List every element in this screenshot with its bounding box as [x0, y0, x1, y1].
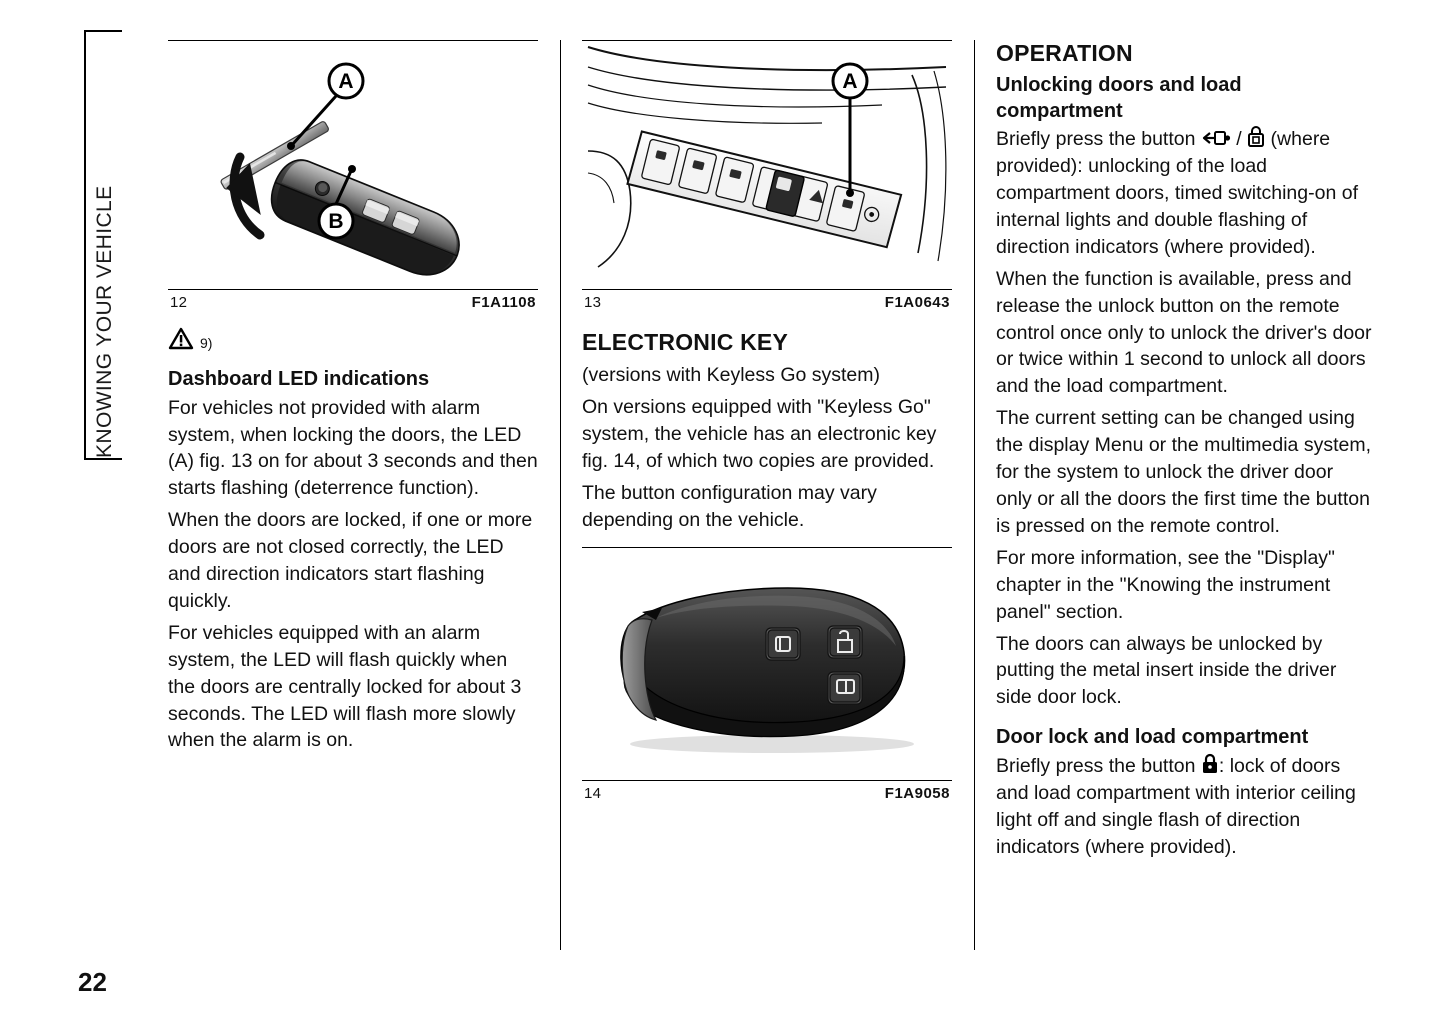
unlocking-heading: Unlocking doors and load compartment	[996, 74, 1242, 122]
door-lock-heading: Door lock and load compartment	[996, 726, 1309, 749]
figure-14-code: F1A9058	[884, 785, 950, 803]
figure-14	[582, 547, 952, 802]
operation-heading: OPERATION	[996, 40, 1133, 66]
figure-13-caption	[582, 289, 952, 311]
column-1	[168, 40, 538, 759]
figure-13	[582, 40, 952, 311]
svg-text:B: B	[328, 210, 344, 233]
figure-12-code: F1A1108	[471, 294, 536, 311]
warning-triangle-icon	[168, 327, 194, 351]
col3-paragraph-5: The doors can always be unlocked by putting the metal insert inside the driver side door lock.	[996, 632, 1337, 709]
col3-p6-lead: Briefly press the button	[996, 754, 1196, 777]
col3-p6-rest: : lock of doors and load compartment with interior ceiling light off and single flash of direction indicators (where provided).	[996, 754, 1356, 858]
figure-14-number: 14	[584, 785, 602, 803]
column-divider-1	[560, 40, 561, 950]
figure-14-art	[582, 548, 952, 780]
flip-key-illustration	[168, 41, 538, 289]
figure-12	[168, 40, 538, 311]
col1-paragraph-2: When the doors are locked, if one or more doors are not closed correctly, the LED and direction indicators start flashing quickly.	[168, 509, 533, 612]
col1-paragraph-1: For vehicles not provided with alarm system, when locking the doors, the LED (A) fig. 13 on for about 3 seconds and then starts flashing (deterrence function).	[168, 396, 538, 500]
col3-paragraph-2: When the function is available, press and release the unlock button on the remote control once only to unlock the driver's door or twice within 1 second to unlock all doors and the load compartment.	[996, 267, 1372, 398]
lock-icon	[1201, 753, 1219, 775]
col3-p1-sep: /	[1236, 128, 1242, 151]
col3-p1-rest: (where provided): unlocking of the load compartment doors, timed switching-on of internal lights and double flashing of direction indicators (where provided).	[996, 128, 1358, 258]
col3-paragraph-3: The current setting can be changed using the display Menu or the multimedia system, for the system to unlock the driver door only or all the doors the first time the button is pressed on the remote control.	[996, 407, 1371, 537]
chapter-tab-label: KNOWING YOUR VEHICLE	[93, 185, 116, 458]
col3-paragraph-1	[996, 126, 1372, 261]
figure-14-caption	[582, 780, 952, 802]
column-3	[996, 40, 1372, 865]
col2-paragraph-1: (versions with Keyless Go system)	[582, 364, 880, 386]
figure-12-caption	[168, 289, 538, 311]
unlock-doors-icon	[1201, 128, 1231, 148]
figure-12-number: 12	[170, 294, 188, 311]
col2-paragraph-3: The button configuration may vary depending on the vehicle.	[582, 481, 877, 531]
electronic-key-illustration	[582, 548, 952, 780]
svg-text:A: A	[842, 70, 858, 93]
chapter-tab	[84, 30, 122, 460]
figure-12-art	[168, 41, 538, 289]
col2-paragraph-2: On versions equipped with "Keyless Go" system, the vehicle has an electronic key fig. 14, of which two copies are provided.	[582, 395, 937, 472]
warning-reference	[168, 327, 538, 353]
dashboard-led-heading: Dashboard LED indications	[168, 368, 430, 390]
col3-paragraph-4: For more information, see the "Display" chapter in the "Knowing the instrument panel" section.	[996, 546, 1335, 623]
column-2	[582, 40, 952, 802]
column-divider-2	[974, 40, 975, 950]
col3-paragraph-6	[996, 753, 1372, 861]
figure-13-code: F1A0643	[884, 294, 950, 311]
page-number: 22	[78, 967, 107, 997]
col1-paragraph-3: For vehicles equipped with an alarm system, the LED will flash quickly when the doors are centrally locked for about 3 seconds. The LED will flash more slowly when the alarm is on.	[168, 621, 522, 752]
col3-p1-lead: Briefly press the button	[996, 128, 1196, 151]
figure-13-art	[582, 41, 952, 289]
load-compartment-lock-icon	[1247, 126, 1265, 148]
dashboard-switch-panel-illustration	[582, 41, 952, 289]
electronic-key-heading: ELECTRONIC KEY	[582, 329, 788, 355]
figure-13-number: 13	[584, 294, 602, 311]
svg-text:A: A	[338, 70, 354, 93]
warning-reference-number: 9)	[200, 335, 213, 351]
